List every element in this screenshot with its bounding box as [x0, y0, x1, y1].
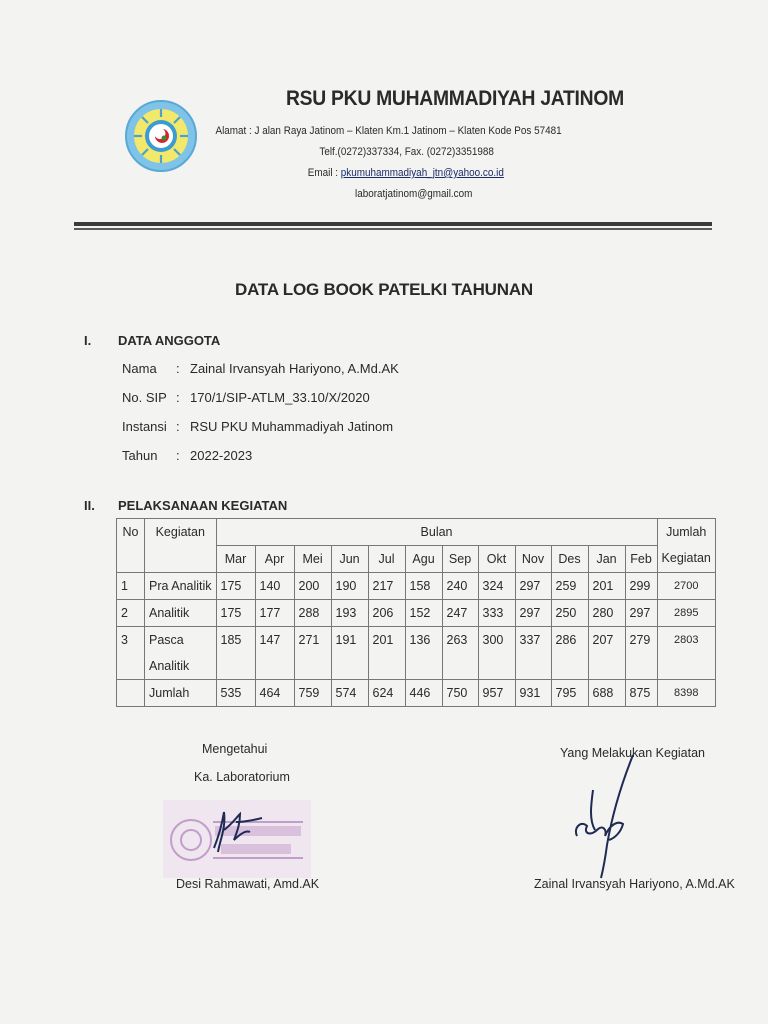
signature-left-caption: Mengetahui: [202, 742, 268, 756]
cell: 175: [216, 573, 255, 600]
field-value: Zainal Irvansyah Hariyono, A.Md.AK: [190, 361, 399, 376]
cell: 240: [442, 573, 478, 600]
cell: 300: [478, 627, 515, 680]
cell: 191: [331, 627, 368, 680]
signature-right-name: Zainal Irvansyah Hariyono, A.Md.AK: [534, 877, 735, 891]
header-divider-thick: [74, 222, 712, 226]
field-label: Instansi: [122, 419, 167, 434]
sum-cell: 446: [405, 680, 442, 707]
cell: 147: [255, 627, 294, 680]
field-label: Tahun: [122, 448, 158, 463]
email-link[interactable]: pkumuhammadiyah_jtn@yahoo.co.id: [340, 167, 504, 179]
field-value: 170/1/SIP-ATLM_33.10/X/2020: [190, 390, 370, 405]
row-total: 2895: [657, 600, 715, 627]
field-label: No. SIP: [122, 390, 167, 405]
cell: 136: [405, 627, 442, 680]
section-number: I.: [84, 333, 92, 348]
activity-log-table: [116, 518, 716, 707]
row-total: 2803: [657, 627, 715, 680]
month-header: Mei: [294, 546, 331, 573]
cell: 297: [515, 600, 551, 627]
month-header: Nov: [515, 546, 551, 573]
cell: 200: [294, 573, 331, 600]
sum-cell: 795: [551, 680, 588, 707]
table-row: [117, 627, 716, 680]
month-header: Jun: [331, 546, 368, 573]
cell: 280: [588, 600, 625, 627]
sum-cell: 875: [625, 680, 657, 707]
cell: 259: [551, 573, 588, 600]
cell: 217: [368, 573, 405, 600]
hospital-email-lab: laboratjatinom@gmail.com: [354, 188, 472, 200]
document-title: DATA LOG BOOK PATELKI TAHUNAN: [235, 280, 533, 299]
cell: 337: [515, 627, 551, 680]
field-sip: No. SIP : 170/1/SIP-ATLM_33.10/X/2020: [122, 390, 370, 405]
cell: 271: [294, 627, 331, 680]
cell: 279: [625, 627, 657, 680]
signature-left-name: Desi Rahmawati, Amd.AK: [176, 877, 320, 891]
table-row: [117, 573, 716, 600]
signature-left-role: Ka. Laboratorium: [194, 770, 290, 784]
cell: 185: [216, 627, 255, 680]
cell: 297: [625, 600, 657, 627]
header-jumlah-kegiatan: [657, 519, 715, 573]
hospital-phone: Telf.(0272)337334, Fax. (0272)3351988: [319, 146, 494, 158]
cell: 190: [331, 573, 368, 600]
header-jumlah-line: Jumlah: [666, 525, 707, 539]
sum-cell: 759: [294, 680, 331, 707]
section-title: DATA ANGGOTA: [118, 333, 221, 348]
cell: 299: [625, 573, 657, 600]
cell: 333: [478, 600, 515, 627]
row-kegiatan: Pasca Analitik: [145, 627, 217, 680]
month-header: Feb: [625, 546, 657, 573]
cell: 324: [478, 573, 515, 600]
grand-total: 8398: [657, 680, 715, 707]
month-header: Mar: [216, 546, 255, 573]
cell: 263: [442, 627, 478, 680]
field-value: RSU PKU Muhammadiyah Jatinom: [190, 419, 394, 434]
sum-cell: 688: [588, 680, 625, 707]
field-instansi: Instansi : RSU PKU Muhammadiyah Jatinom: [122, 419, 394, 434]
month-header: Apr: [255, 546, 294, 573]
hospital-name: RSU PKU MUHAMMADIYAH JATINOM: [286, 87, 624, 110]
cell: 193: [331, 600, 368, 627]
cell: 152: [405, 600, 442, 627]
email-label: Email :: [307, 167, 341, 179]
header-bulan: Bulan: [216, 519, 657, 546]
row-kegiatan: Analitik: [145, 600, 217, 627]
month-header: Des: [551, 546, 588, 573]
cell: 297: [515, 573, 551, 600]
month-header: Okt: [478, 546, 515, 573]
cell: 206: [368, 600, 405, 627]
hospital-address: Alamat : J alan Raya Jatinom – Klaten Km.1 Jatinom – Klaten Kode Pos 57481: [215, 125, 562, 137]
field-value: 2022-2023: [190, 448, 253, 463]
row-no: 3: [117, 627, 145, 680]
sum-cell: 957: [478, 680, 515, 707]
cell: 140: [255, 573, 294, 600]
month-header: Jan: [588, 546, 625, 573]
sum-cell: 464: [255, 680, 294, 707]
section-title: PELAKSANAAN KEGIATAN: [118, 498, 288, 513]
month-header: Jul: [368, 546, 405, 573]
table-row: [117, 600, 716, 627]
table-sum-row: [117, 680, 716, 707]
sum-label: Jumlah: [145, 680, 217, 707]
cell: 158: [405, 573, 442, 600]
cell: 250: [551, 600, 588, 627]
field-nama: Nama : Zainal Irvansyah Hariyono, A.Md.AK: [122, 361, 399, 376]
row-no: 1: [117, 573, 145, 600]
cell: 207: [588, 627, 625, 680]
sum-cell: 574: [331, 680, 368, 707]
sum-cell: 931: [515, 680, 551, 707]
cell: 288: [294, 600, 331, 627]
month-header: Sep: [442, 546, 478, 573]
header-kegiatan-line: Kegiatan: [661, 551, 711, 565]
hospital-email-line: [308, 167, 504, 179]
sum-cell: 750: [442, 680, 478, 707]
section-number: II.: [84, 498, 95, 513]
header-kegiatan: Kegiatan: [145, 519, 217, 573]
muhammadiyah-logo: [124, 90, 198, 186]
cell: 201: [368, 627, 405, 680]
left-signature: [200, 800, 270, 860]
right-signature: [563, 750, 643, 880]
cell: 247: [442, 600, 478, 627]
row-total: 2700: [657, 573, 715, 600]
cell: 177: [255, 600, 294, 627]
cell: 201: [588, 573, 625, 600]
cell: 286: [551, 627, 588, 680]
header-no: No: [117, 519, 145, 573]
month-header: Agu: [405, 546, 442, 573]
sum-cell: 624: [368, 680, 405, 707]
header-divider-thin: [74, 228, 712, 230]
sum-cell: 535: [216, 680, 255, 707]
field-tahun: Tahun : 2022-2023: [122, 448, 253, 463]
row-kegiatan: Pra Analitik: [145, 573, 217, 600]
row-no: 2: [117, 600, 145, 627]
cell: 175: [216, 600, 255, 627]
signature-right-caption: Yang Melakukan Kegiatan: [560, 746, 706, 760]
field-label: Nama: [122, 361, 157, 376]
table-header-row: [117, 519, 716, 546]
